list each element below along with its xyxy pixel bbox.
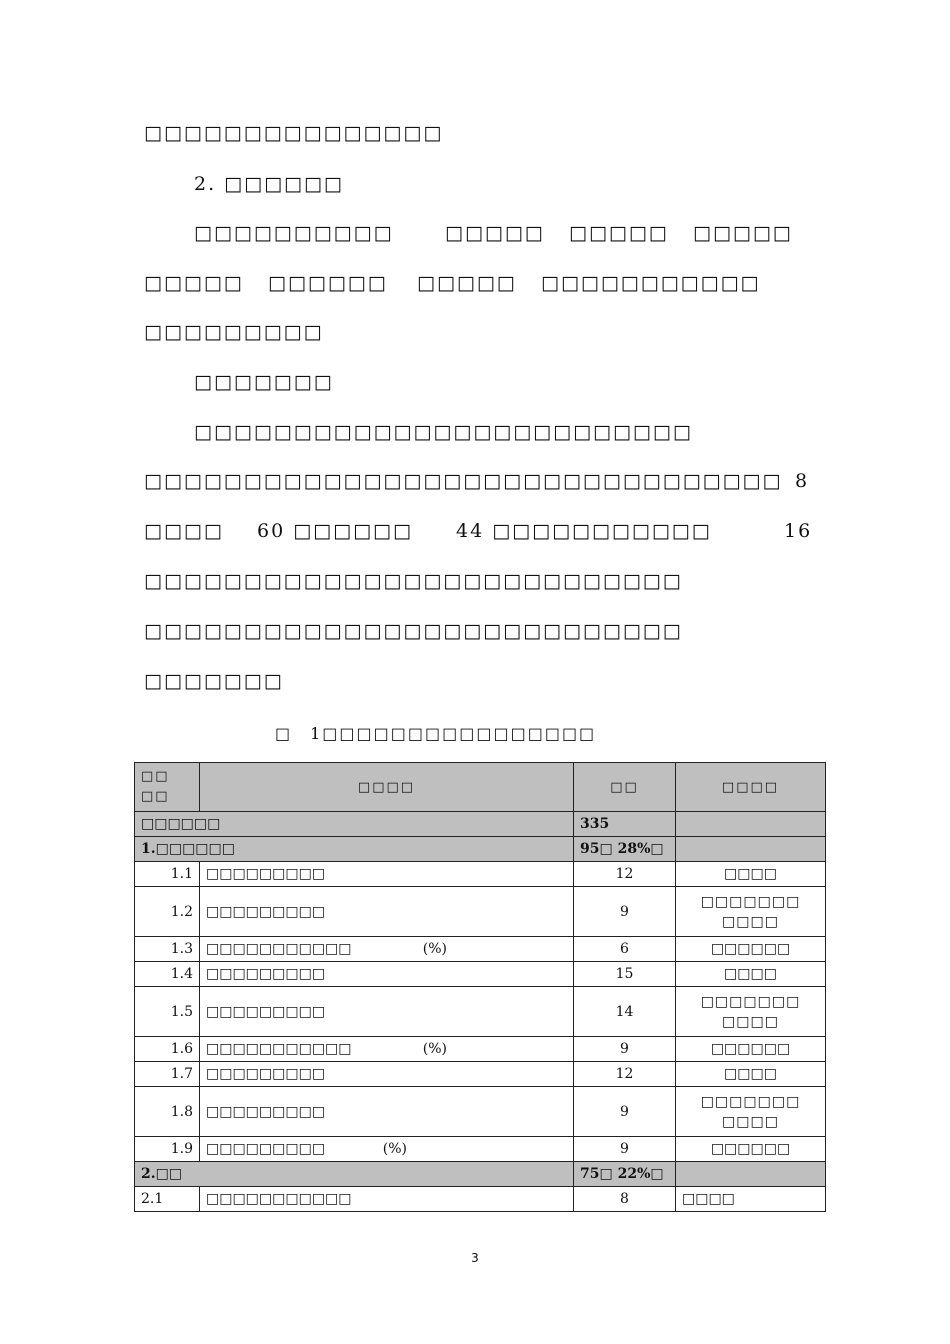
row-number: 1.7 <box>135 1062 200 1087</box>
table-row <box>135 1087 826 1137</box>
row-name: □□□□□□□□□ <box>200 962 574 987</box>
row-note: □□□□□□ <box>676 937 826 962</box>
paragraph-line: □□□□□□□□□□□□□□□□□□□□□□□□□ <box>194 421 693 443</box>
paragraph-line: □□□□□ <box>417 272 517 294</box>
table-row <box>135 1187 826 1212</box>
row-number: 1.5 <box>135 987 200 1037</box>
row-score: 6 <box>574 937 676 962</box>
row-score: 9 <box>574 1087 676 1137</box>
table-row <box>135 962 826 987</box>
total-row <box>135 812 826 837</box>
paragraph-line: □□□□□□ <box>268 272 388 294</box>
group-note <box>676 837 826 862</box>
header-score: □□ <box>574 763 676 812</box>
paragraph-line: □□□□□□□□□□□□□□□ <box>144 122 444 144</box>
table-header-row <box>135 763 826 812</box>
row-name: □□□□□□□□□□□ (%) <box>200 1037 574 1062</box>
paragraph-line: □□□□□□□□□□□□□□□□□□□□□□□□□□□ <box>144 620 683 642</box>
paragraph-line: □□□□□□□□□□□□□□□□□□□□□□□□□□□ <box>144 570 683 592</box>
row-name: □□□□□□□□□ (%) <box>200 1137 574 1162</box>
row-note: □□□□ <box>676 1062 826 1087</box>
row-number: 2.1 <box>135 1187 200 1212</box>
row-name: □□□□□□□□□ <box>200 987 574 1037</box>
row-number: 1.8 <box>135 1087 200 1137</box>
total-label: □□□□□□ <box>135 812 574 837</box>
paragraph-line: □□□□□ <box>144 272 244 294</box>
paragraph-line: □□□□□□□ <box>144 670 284 692</box>
score-table <box>134 762 826 1212</box>
row-name: □□□□□□□□□ <box>200 1062 574 1087</box>
paragraph-line: □□□□□□□□□□ <box>194 222 394 244</box>
row-score: 14 <box>574 987 676 1037</box>
paragraph-line: □□□□□□□ <box>194 371 334 393</box>
row-name: □□□□□□□□□ <box>200 887 574 937</box>
table-row <box>135 887 826 937</box>
header-number: □□ □□ <box>135 763 200 812</box>
table-row <box>135 862 826 887</box>
header-method: □□□□ <box>676 763 826 812</box>
paragraph-number: 16 <box>784 520 813 542</box>
row-note: □□□□ <box>676 1187 826 1212</box>
row-note: □□□□ <box>676 862 826 887</box>
paragraph-line: □□□□□□□□□□□□□□□□□□□□□□□□□□□□□□□□ <box>144 470 783 492</box>
paragraph-number: 8 <box>795 470 810 492</box>
header-item: □□□□ <box>200 763 574 812</box>
row-number: 1.4 <box>135 962 200 987</box>
row-score: 15 <box>574 962 676 987</box>
row-note: □□□□□□□ □□□□ <box>676 987 826 1037</box>
paragraph-line: 60 □□□□□□ <box>257 520 413 542</box>
row-note: □□□□□□□ □□□□ <box>676 887 826 937</box>
row-score: 8 <box>574 1187 676 1212</box>
paragraph-line: □□□□□□□□□ <box>144 321 324 343</box>
group-note <box>676 1162 826 1187</box>
row-number: 1.1 <box>135 862 200 887</box>
paragraph-line: 44 □□□□□□□□□□□ <box>456 520 712 542</box>
group-score: 95□ 28%□ <box>574 837 676 862</box>
group-row <box>135 1162 826 1187</box>
row-score: 9 <box>574 1037 676 1062</box>
row-name: □□□□□□□□□□□ <box>200 1187 574 1212</box>
row-name: □□□□□□□□□□□ (%) <box>200 937 574 962</box>
paragraph-line: □□□□□ <box>693 222 793 244</box>
paragraph-line: □□□□□□□□□□□ <box>541 272 761 294</box>
group-label: 2.□□ <box>135 1162 574 1187</box>
group-score: 75□ 22%□ <box>574 1162 676 1187</box>
row-number: 1.3 <box>135 937 200 962</box>
paragraph-line: □□□□□ <box>445 222 545 244</box>
row-number: 1.9 <box>135 1137 200 1162</box>
paragraph-line: □□□□□ <box>569 222 669 244</box>
table-caption: □ 1□□□□□□□□□□□□□□□□ <box>275 724 597 743</box>
table-row <box>135 937 826 962</box>
group-label: 1.□□□□□□ <box>135 837 574 862</box>
row-name: □□□□□□□□□ <box>200 862 574 887</box>
group-row <box>135 837 826 862</box>
row-name: □□□□□□□□□ <box>200 1087 574 1137</box>
total-note <box>676 812 826 837</box>
section-heading: 2. □□□□□□ <box>194 173 344 195</box>
row-score: 9 <box>574 887 676 937</box>
table-row <box>135 1137 826 1162</box>
row-number: 1.2 <box>135 887 200 937</box>
table-row <box>135 1037 826 1062</box>
row-note: □□□□ <box>676 962 826 987</box>
row-note: □□□□□□ <box>676 1137 826 1162</box>
row-note: □□□□□□□ □□□□ <box>676 1087 826 1137</box>
row-score: 9 <box>574 1137 676 1162</box>
row-number: 1.6 <box>135 1037 200 1062</box>
row-score: 12 <box>574 1062 676 1087</box>
total-score: 335 <box>574 812 676 837</box>
page-number: 3 <box>471 1251 479 1265</box>
table-row <box>135 987 826 1037</box>
table-row <box>135 1062 826 1087</box>
paragraph-line: □□□□ <box>144 520 224 542</box>
row-note: □□□□□□ <box>676 1037 826 1062</box>
row-score: 12 <box>574 862 676 887</box>
